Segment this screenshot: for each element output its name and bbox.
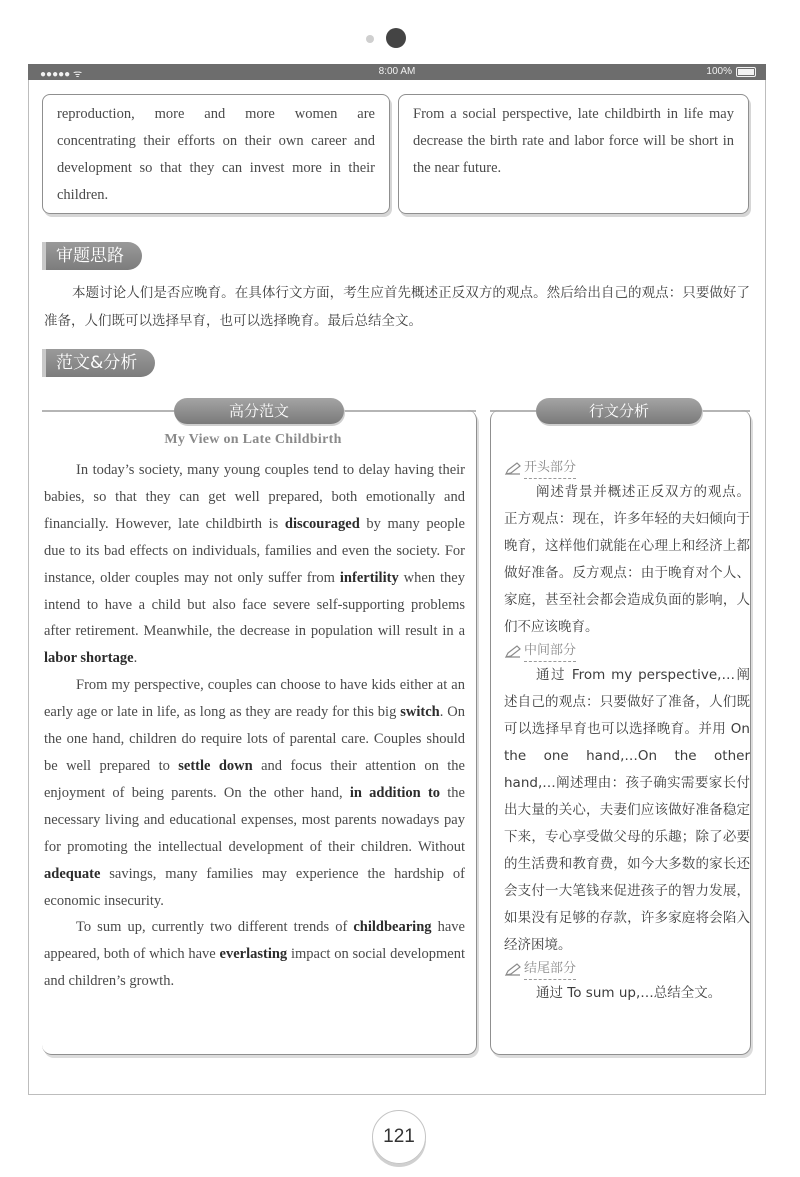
essay-paragraph-2: From my perspective, couples can choose to have kids either at an early age or late in life, as long as they are ready for this big switch. On the one hand, children do require lots of parental care. Couples should be well prepared to settle down and focus their attention on the enjoyment of being parents. On the other hand, in addition to the necessary living and educational expenses, most parents nowadays pay for promoting the intellectual development of their children. Without adequate savings, many families may experience the hardship of economic insecurity. bbox=[44, 677, 465, 909]
section-label-model-essay: 范文&分析 bbox=[42, 349, 155, 377]
essay-paragraph-3: To sum up, currently two different trends of childbearing have appeared, both of which have everlasting impact on social development and children’s growth. bbox=[44, 919, 465, 990]
status-bar bbox=[28, 64, 766, 80]
battery-percent: 100% bbox=[706, 66, 732, 77]
battery-status bbox=[706, 66, 756, 77]
essay-paragraph-1: In today’s society, many young couples tend to delay having their babies, so that they can get well prepared, both emotionally and financially. However, late childbirth is discouraged by many people due to its bad effects on individuals, families and even the society. For instance, older couples may not only suffer from infertility when they intend to have a child but also face severe self-supporting problems after retirement. Meanwhile, the decrease in population will result in a labor shortage. bbox=[44, 462, 465, 667]
middle-text: 通过 From my perspective,…阐述自己的观点：只要做好了准备，人们既可以选择早育也可以选择晚育。并用 On the one hand,…On the other hand,…阐述理由：孩子确实需要家长付出大量的关心，夫妻们应该做好准备稳定下来，专心享受做父母的乐趣；除了必要的生活费和教育费，如今大多数的家长还会支付一大笔钱来促进孩子的智力发展，如果没有足够的存款，许多家庭将会陷入经济困境。 bbox=[504, 667, 750, 953]
analysis-body bbox=[504, 458, 750, 1007]
continued-box-left: reproduction, more and more women are concentrating their efforts on their own career and development so that they can invest more in their children. bbox=[42, 94, 390, 214]
middle-heading: 中间部分 bbox=[504, 641, 750, 662]
section-label-analysis-approach: 审题思路 bbox=[42, 242, 142, 270]
pencil-icon bbox=[504, 462, 522, 476]
approach-paragraph: 本题讨论人们是否应晚育。在具体行文方面，考生应首先概述正反双方的观点。然后给出自己的观点：只要做好了准备，人们既可以选择早育，也可以选择晚育。最后总结全文。 bbox=[44, 285, 750, 329]
analysis-tab: 行文分析 bbox=[536, 398, 702, 424]
page-number-badge bbox=[372, 1110, 426, 1164]
pencil-icon bbox=[504, 645, 522, 659]
model-essay-tab: 高分范文 bbox=[174, 398, 344, 424]
page-dot-active[interactable] bbox=[386, 28, 406, 48]
signal-wifi-icon: ●●●●● ᯤ bbox=[40, 69, 83, 80]
continued-box-right: From a social perspective, late childbirth in life may decrease the birth rate and labor force will be short in the near future. bbox=[398, 94, 749, 214]
battery-icon bbox=[736, 67, 756, 77]
pencil-icon bbox=[504, 963, 522, 977]
page-number: 121 bbox=[372, 1110, 426, 1164]
essay-body bbox=[44, 457, 465, 995]
ending-text: 通过 To sum up,…总结全文。 bbox=[536, 985, 722, 1001]
essay-title: My View on Late Childbirth bbox=[164, 432, 342, 447]
page-dot-inactive[interactable] bbox=[366, 35, 374, 43]
opening-text: 阐述背景并概述正反双方的观点。正方观点：现在，许多年轻的夫妇倾向于晚育，这样他们就能在心理上和经济上都做好准备。反方观点：由于晚育对个人、家庭，甚至社会都会造成负面的影响，人们不应该晚育。 bbox=[504, 484, 750, 635]
opening-heading: 开头部分 bbox=[504, 458, 750, 479]
status-time: 8:00 AM bbox=[378, 66, 416, 77]
ending-heading: 结尾部分 bbox=[504, 959, 750, 980]
